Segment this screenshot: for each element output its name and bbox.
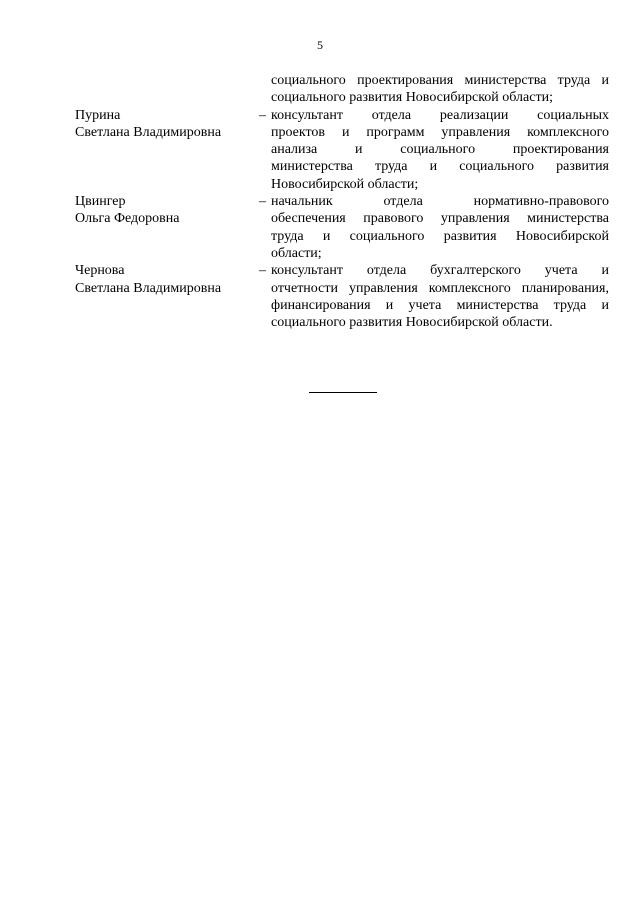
dash-empty — [259, 72, 271, 107]
member-description — [271, 193, 609, 262]
description-line: обеспечения правового управления министерства — [271, 211, 609, 227]
member-given-names: Светлана Владимировна — [75, 280, 222, 296]
dash: – — [259, 263, 266, 279]
member-given-names: Ольга Федоровна — [75, 211, 180, 227]
description-line: социального развития Новосибирской области. — [271, 315, 553, 331]
description-line: консультант отдела бухгалтерского учета и — [271, 263, 609, 279]
member-surname: Чернова — [75, 263, 125, 279]
member-entry — [75, 193, 615, 262]
description-line: социального проектирования министерства труда и — [271, 73, 609, 88]
member-surname: Пурина — [75, 107, 121, 123]
description-line: области; — [271, 245, 322, 261]
dash: – — [259, 194, 266, 210]
member-list — [75, 72, 615, 331]
member-given-names: Светлана Владимировна — [75, 124, 222, 140]
member-entry — [75, 107, 615, 193]
member-description — [271, 262, 609, 331]
continuation-entry — [75, 72, 615, 107]
page-number: 5 — [317, 38, 323, 52]
member-name — [75, 107, 259, 193]
member-surname: Цвингер — [75, 194, 126, 210]
description-line: начальник отдела нормативно-правового — [271, 194, 609, 210]
member-name — [75, 193, 259, 262]
member-entry — [75, 262, 615, 331]
end-separator-line — [309, 392, 377, 393]
name-column-empty — [75, 72, 259, 107]
description-line: труда и социального развития Новосибирской — [271, 228, 609, 244]
description-line: анализа и социального проектирования — [271, 142, 609, 158]
description-line: отчетности управления комплексного планирования, — [271, 280, 609, 296]
member-name — [75, 262, 259, 331]
description-line: социального развития Новосибирской области; — [271, 90, 553, 106]
continuation-description — [271, 72, 609, 107]
description-line: министерства труда и социального развития — [271, 159, 609, 175]
description-line: Новосибирской области; — [271, 176, 419, 192]
description-line: финансирования и учета министерства труда и — [271, 297, 609, 313]
description-line: консультант отдела реализации социальных — [271, 107, 609, 123]
description-line: проектов и программ управления комплексного — [271, 124, 609, 140]
dash: – — [259, 107, 266, 123]
member-description — [271, 107, 609, 193]
